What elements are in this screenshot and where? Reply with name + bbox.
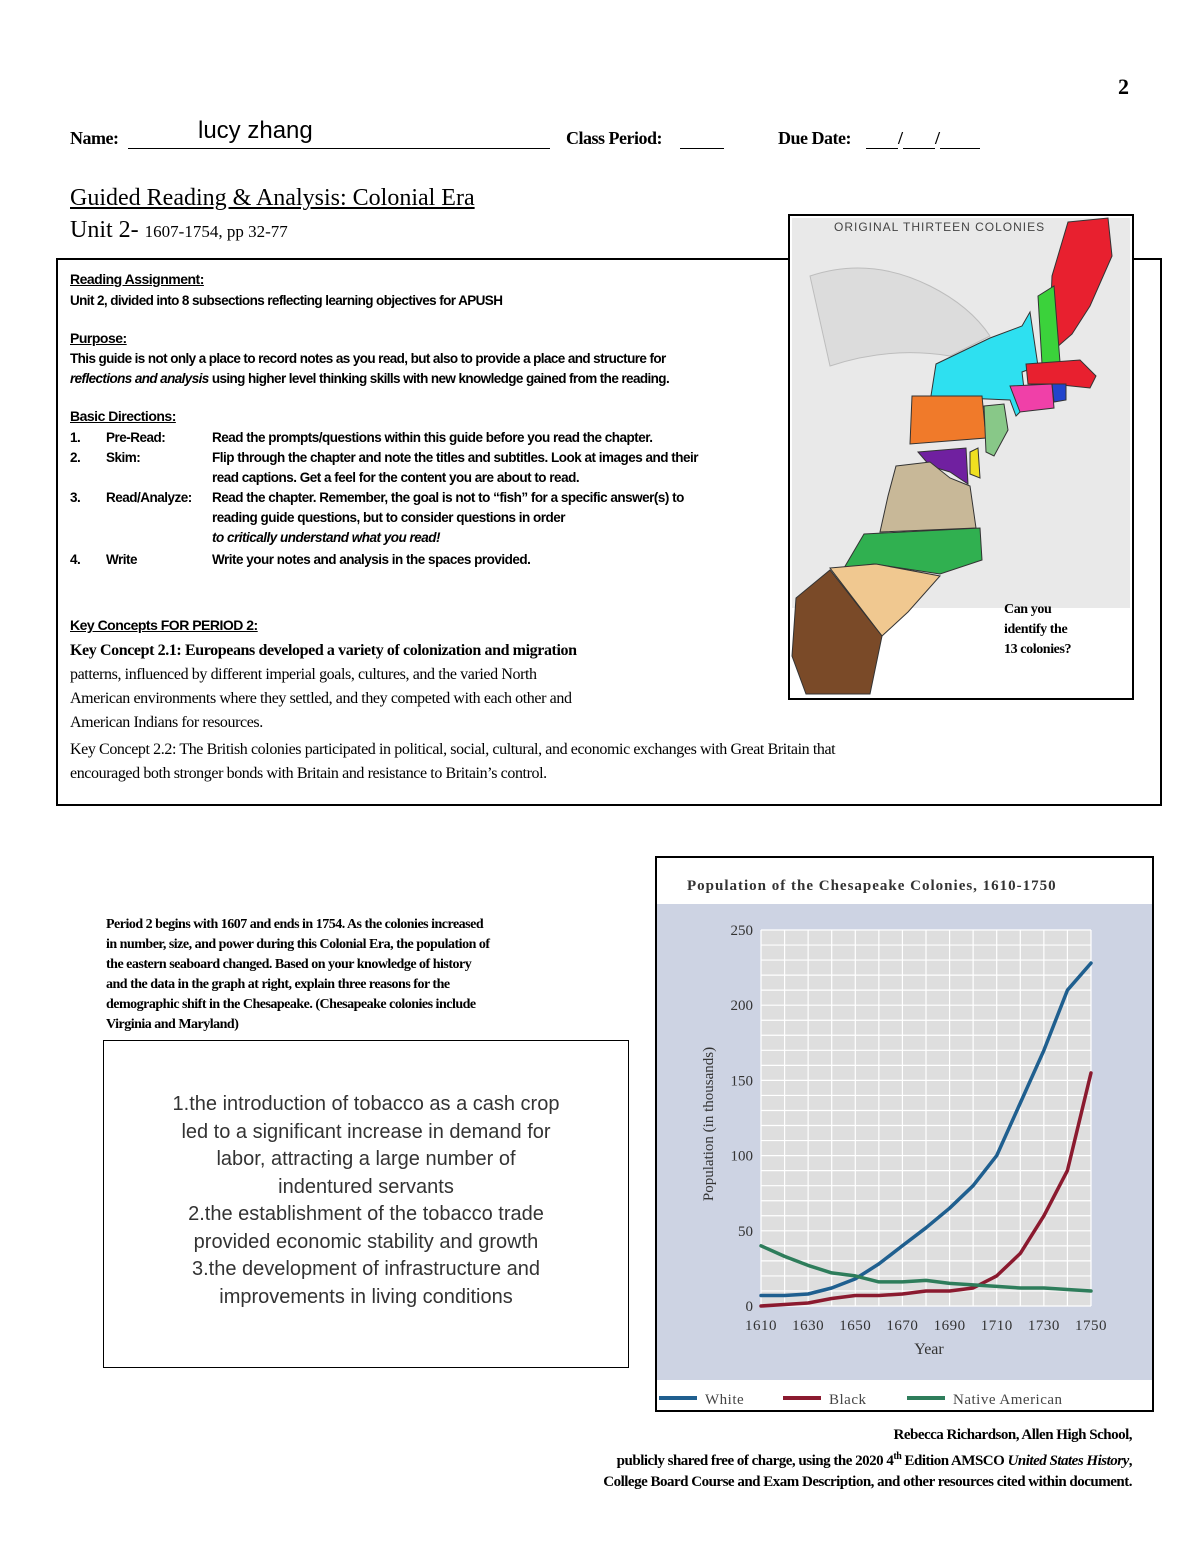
y-tick-label: 150 [730, 1073, 753, 1090]
unit-detail: 1607-1754, pp 32-77 [144, 222, 288, 241]
kc21-line-2: patterns, influenced by different imperial goals, cultures, and the varied North [70, 666, 537, 683]
footer-line-2-mid: Edition AMSCO [901, 1453, 1008, 1469]
answer-box[interactable] [103, 1040, 629, 1368]
class-period-field[interactable] [680, 128, 724, 149]
legend-label-white: White [705, 1392, 745, 1408]
direction-num-1: 1. [70, 430, 81, 445]
y-tick-label: 0 [745, 1299, 753, 1315]
kc22-line-2: encouraged both stronger bonds with Britain and resistance to Britain’s control. [70, 765, 547, 782]
kc21-line-3: American environments where they settled, and they competed with each other and [70, 690, 572, 707]
purpose-line-1: This guide is not only a place to record notes as you read, but also to provide a place and structure for [70, 351, 666, 366]
x-tick-label: 1610 [745, 1318, 777, 1334]
reading-heading: Reading Assignment: [70, 271, 204, 287]
colonies-map [788, 214, 1134, 700]
x-tick-label: 1650 [839, 1318, 872, 1334]
footer-credits [0, 1425, 1132, 1493]
direction-text-2b: read captions. Get a feel for the content you are about to read. [212, 470, 580, 485]
name-label: Name: [70, 128, 119, 148]
direction-num-2: 2. [70, 450, 81, 465]
prompt-line-6: Virginia and Maryland) [106, 1017, 239, 1032]
purpose-line-2 [70, 371, 669, 386]
direction-label-3: Read/Analyze: [106, 490, 192, 505]
purpose-italic: reflections and analysis [70, 371, 209, 386]
prompt-line-2: in number, size, and power during this Colonial Era, the population of [106, 937, 490, 952]
footer-line-2-italic: United States History [1007, 1453, 1129, 1469]
x-tick-label: 1690 [933, 1318, 966, 1334]
page-title: Guided Reading & Analysis: Colonial Era [70, 185, 475, 211]
direction-text-2a: Flip through the chapter and note the titles and subtitles. Look at images and their [212, 450, 699, 465]
prompt-line-1: Period 2 begins with 1607 and ends in 1754. As the colonies increased [106, 917, 484, 932]
prompt-line-4: and the data in the graph at right, explain three reasons for the [106, 977, 450, 992]
footer-line-1: Rebecca Richardson, Allen High School, [893, 1427, 1132, 1443]
x-tick-label: 1730 [1027, 1318, 1060, 1334]
analysis-prompt [106, 915, 490, 1035]
map-illustration [790, 216, 1132, 698]
page-number: 2 [1118, 74, 1129, 99]
colony-pennsylvania [910, 396, 986, 444]
key-concepts-heading: Key Concepts FOR PERIOD 2: [70, 617, 258, 633]
answer-line-4: indentured servants [278, 1175, 454, 1198]
name-field[interactable] [128, 128, 550, 149]
direction-num-3: 3. [70, 490, 81, 505]
direction-text-1: Read the prompts/questions within this guide before you read the chapter. [212, 430, 653, 445]
y-tick-label: 250 [730, 923, 753, 939]
colony-delaware [970, 448, 980, 478]
footer-line-2 [0, 1446, 1132, 1472]
answer-line-2: led to a significant increase in demand for [181, 1120, 551, 1143]
answer-line-3: labor, attracting a large number of [216, 1148, 516, 1170]
colony-rhode-island [1052, 384, 1066, 402]
name-value: lucy zhang [198, 117, 313, 144]
directions-heading: Basic Directions: [70, 408, 176, 424]
legend-label-native-american: Native American [953, 1392, 1063, 1408]
x-tick-label: 1750 [1075, 1318, 1107, 1334]
footer-line-3: College Board Course and Exam Description, and other resources cited within document. [603, 1474, 1132, 1490]
footer-line-2-end: , [1128, 1453, 1132, 1469]
answer-line-6: provided economic stability and growth [193, 1230, 539, 1253]
population-chart [655, 856, 1154, 1412]
class-period-label: Class Period: [566, 128, 662, 148]
reading-text: Unit 2, divided into 8 subsections reflecting learning objectives for APUSH [70, 293, 503, 308]
chart-y-axis-label: Population (in thousands) [701, 1046, 717, 1202]
unit-heading [70, 217, 288, 244]
footer-line-2-pre: publicly shared free of charge, using the 2020 4 [616, 1453, 894, 1469]
key-concept-2-1 [70, 639, 577, 735]
map-caption-line-1: Can you [1004, 602, 1052, 617]
unit-prefix: Unit 2- [70, 217, 139, 243]
answer-line-5: 2.the establishment of the tobacco trade [188, 1203, 544, 1225]
key-concept-2-2 [70, 738, 835, 786]
direction-num-4: 4. [70, 552, 81, 567]
map-caption-line-2: identify the [1004, 622, 1068, 637]
direction-text-3a: Read the chapter. Remember, the goal is not to “fish” for a specific answer(s) to [212, 490, 684, 505]
chart-svg [657, 858, 1152, 1410]
kc22-line-1: Key Concept 2.2: The British colonies participated in political, social, cultural, and economic exchanges with Great Britain that [70, 741, 836, 758]
direction-label-4: Write [106, 552, 138, 567]
legend-label-black: Black [829, 1392, 867, 1408]
map-caption-line-3: 13 colonies? [1004, 642, 1072, 657]
due-date-field[interactable]: / / [866, 128, 980, 149]
kc21-line-1: Key Concept 2.1: Europeans developed a variety of colonization and migration [70, 642, 577, 659]
map-title: ORIGINAL THIRTEEN COLONIES [834, 220, 1046, 234]
chart-x-axis-label: Year [914, 1341, 944, 1358]
direction-text-4: Write your notes and analysis in the spaces provided. [212, 552, 531, 567]
answer-line-7: 3.the development of infrastructure and [192, 1258, 540, 1280]
map-caption [1004, 600, 1071, 660]
x-tick-label: 1670 [886, 1318, 919, 1334]
purpose-heading: Purpose: [70, 330, 127, 346]
y-tick-label: 50 [738, 1223, 753, 1240]
direction-label-2: Skim: [106, 450, 141, 465]
y-tick-label: 100 [730, 1148, 753, 1165]
answer-line-1: 1.the introduction of tobacco as a cash crop [172, 1093, 560, 1115]
due-date-label: Due Date: [778, 128, 851, 148]
answer-line-8: improvements in living conditions [219, 1285, 513, 1308]
x-tick-label: 1710 [980, 1318, 1013, 1334]
kc21-line-4: American Indians for resources. [70, 714, 263, 731]
prompt-line-3: the eastern seaboard changed. Based on your knowledge of history [106, 957, 472, 972]
prompt-line-5: demographic shift in the Chesapeake. (Chesapeake colonies include [106, 997, 476, 1012]
y-tick-label: 200 [730, 998, 753, 1015]
answer-text [104, 1091, 628, 1311]
direction-label-1: Pre-Read: [106, 430, 166, 445]
direction-text-3c: to critically understand what you read! [212, 530, 441, 545]
direction-text-3b: reading guide questions, but to consider questions in order [212, 510, 566, 525]
purpose-rest: using higher level thinking skills with new knowledge gained from the reading. [208, 371, 670, 386]
x-tick-label: 1630 [792, 1318, 825, 1334]
footer-line-2-sup: th [893, 1451, 902, 1462]
chart-title: Population of the Chesapeake Colonies, 1610-1750 [687, 878, 1057, 894]
